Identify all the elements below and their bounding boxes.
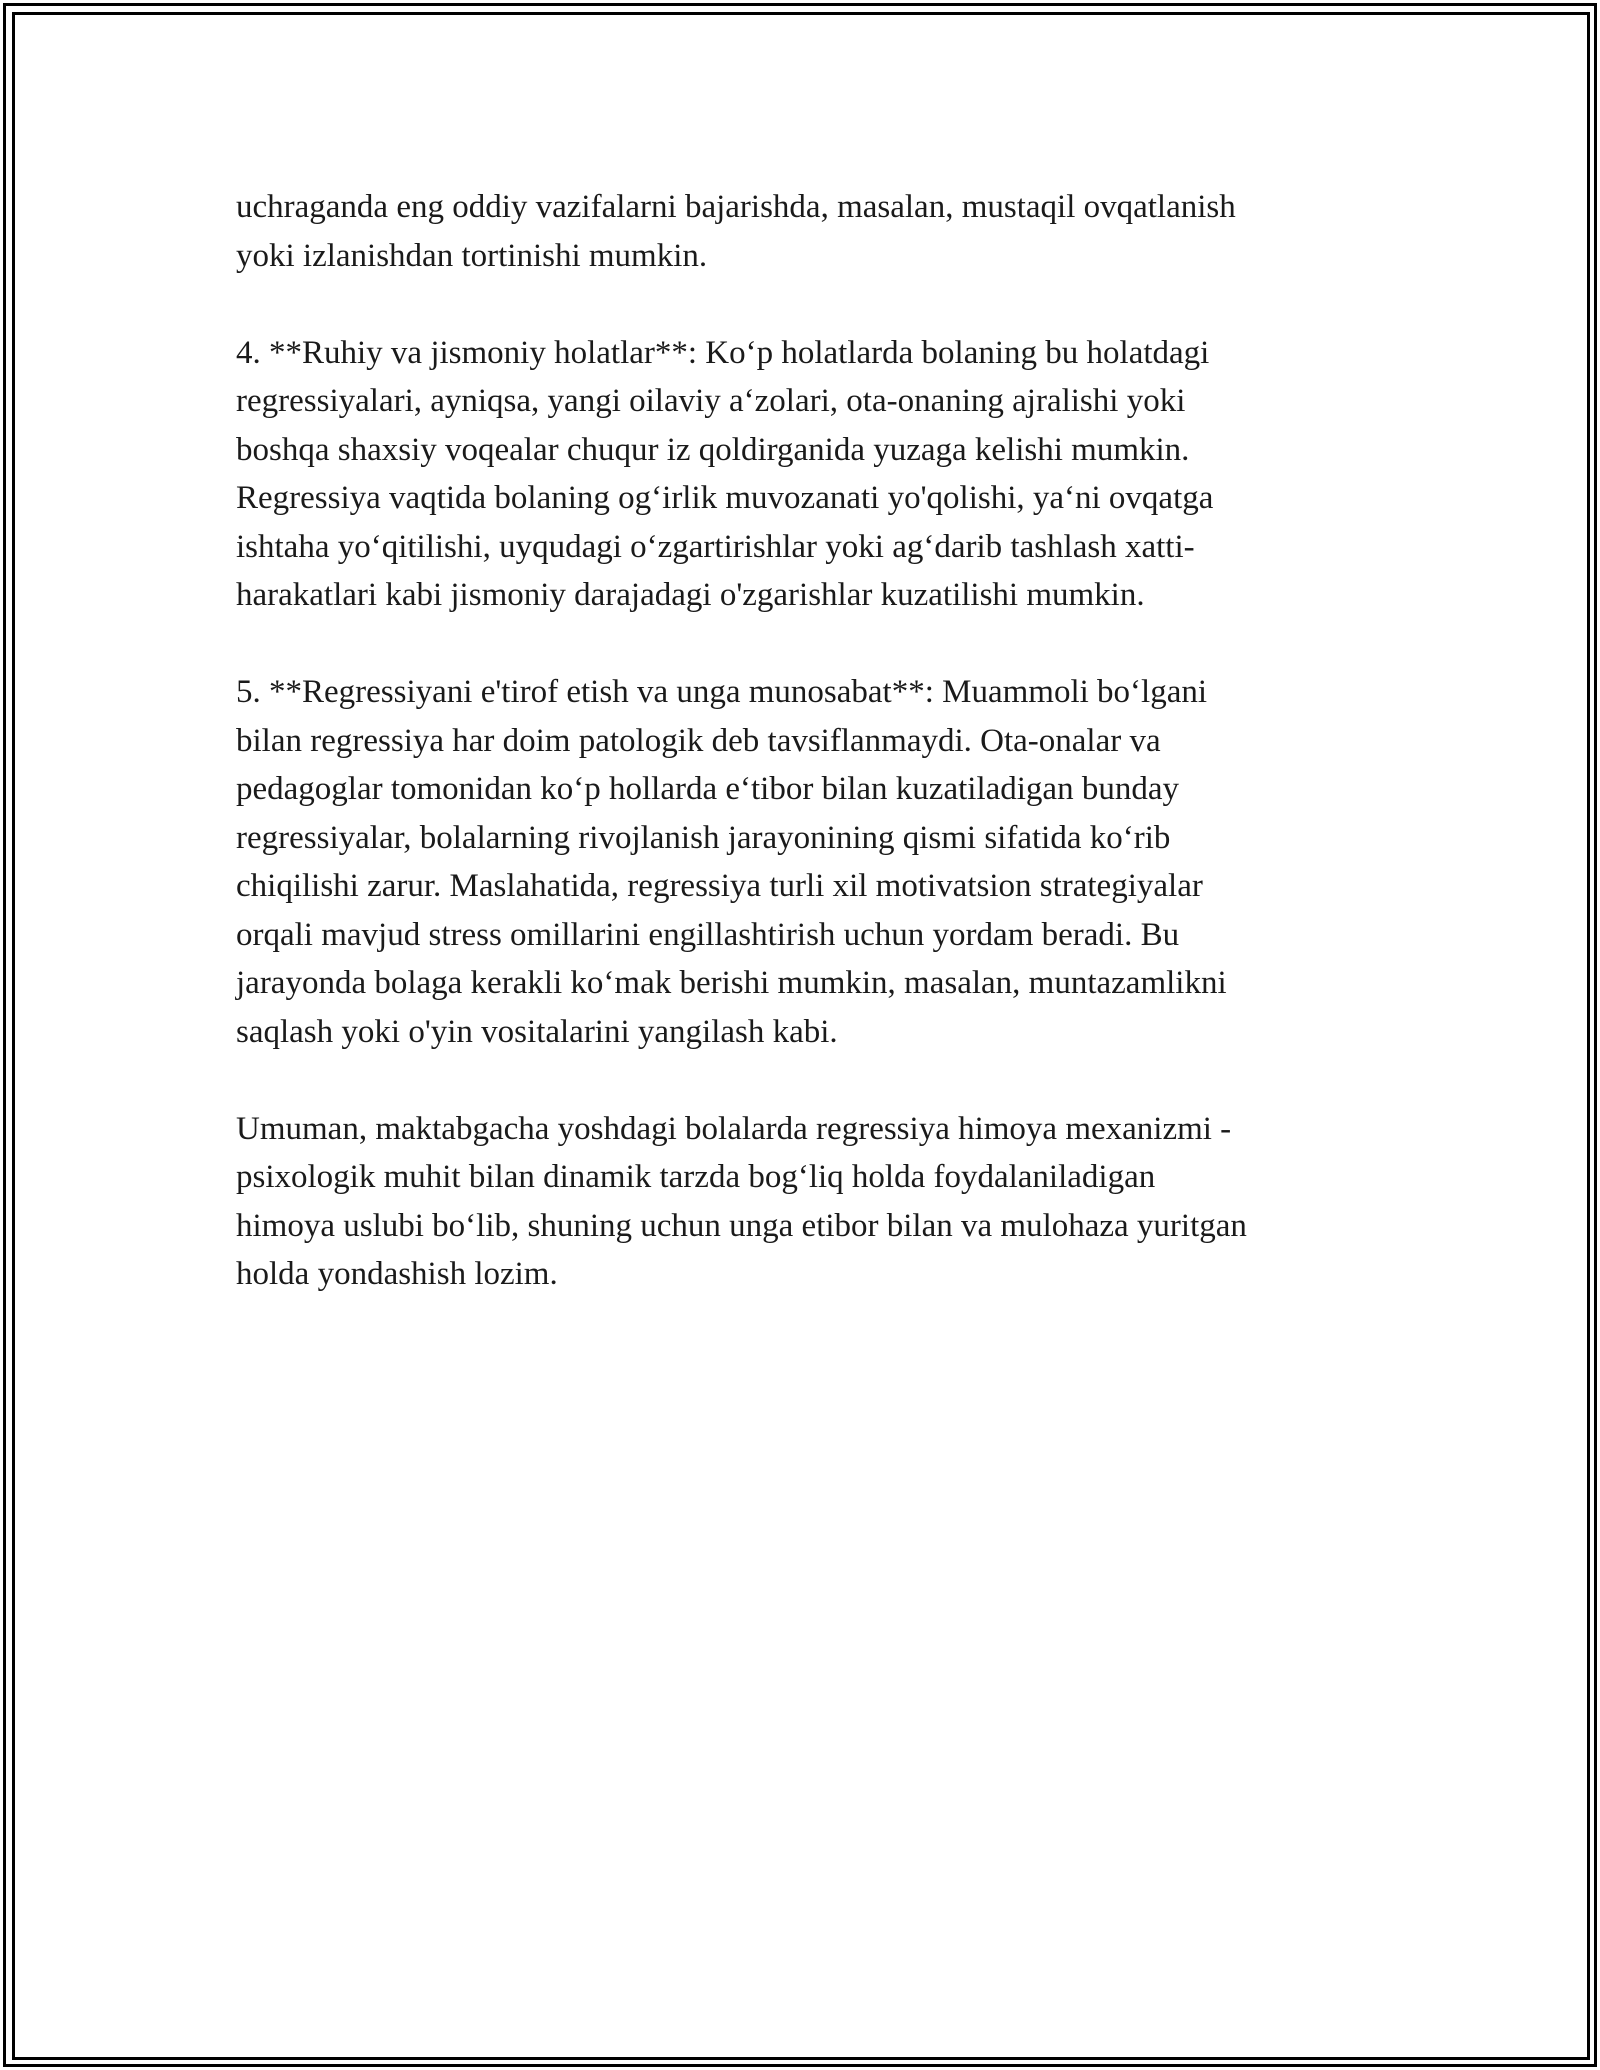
paragraph-item-4: 4. **Ruhiy va jismoniy holatlar**: Ko‘p holatlarda bolaning bu holatdagi regressiyalari, ayniqsa, yangi oilaviy a‘zolari, ota-onaning ajralishi yoki boshqa shaxsiy voqealar chuqur iz qoldirganida yuzaga kelishi mumkin. Regressiya vaqtida bolaning og‘irlik muvozanati yo'qolishi, ya‘ni ovqatga ishtaha yo‘qitilishi, uyqudagi o‘zgartirishlar yoki ag‘darib tashlash xatti- harakatlari kabi jismoniy darajadagi o'zgarishlar kuzatilishi mumkin. (236, 334, 1214, 613)
document-body (236, 183, 1376, 1347)
paragraph-item-5: 5. **Regressiyani e'tirof etish va unga munosabat**: Muammoli bo‘lgani bilan regressiya har doim patologik deb tavsiflanmaydi. Ota-onalar va pedagoglar tomonidan ko‘p hollarda e‘tibor bilan kuzatiladigan bunday regressiyalar, bolalarning rivojlanish jarayonining qismi sifatida ko‘rib chiqilishi zarur. Maslahatida, regressiya turli xil motivatsion strategiyalar orqali mavjud stress omillarini engillashtirish uchun yordam beradi. Bu jarayonda bolaga kerakli ko‘mak berishi mumkin, masalan, muntazamlikni saqlash yoki o'yin vositalarini yangilash kabi. (236, 674, 1227, 1050)
paragraph-continuation: uchraganda eng oddiy vazifalarni bajarishda, masalan, mustaqil ovqatlanish yoki izlanishdan tortinishi mumkin. (236, 189, 1236, 274)
paragraph-conclusion: Umuman, maktabgacha yoshdagi bolalarda regressiya himoya mexanizmi - psixologik muhit bilan dinamik tarzda bog‘liq holda foydalaniladigan himoya uslubi bo‘lib, shuning uchun unga etibor bilan va mulohaza yuritgan holda yondashish lozim. (236, 1110, 1247, 1292)
